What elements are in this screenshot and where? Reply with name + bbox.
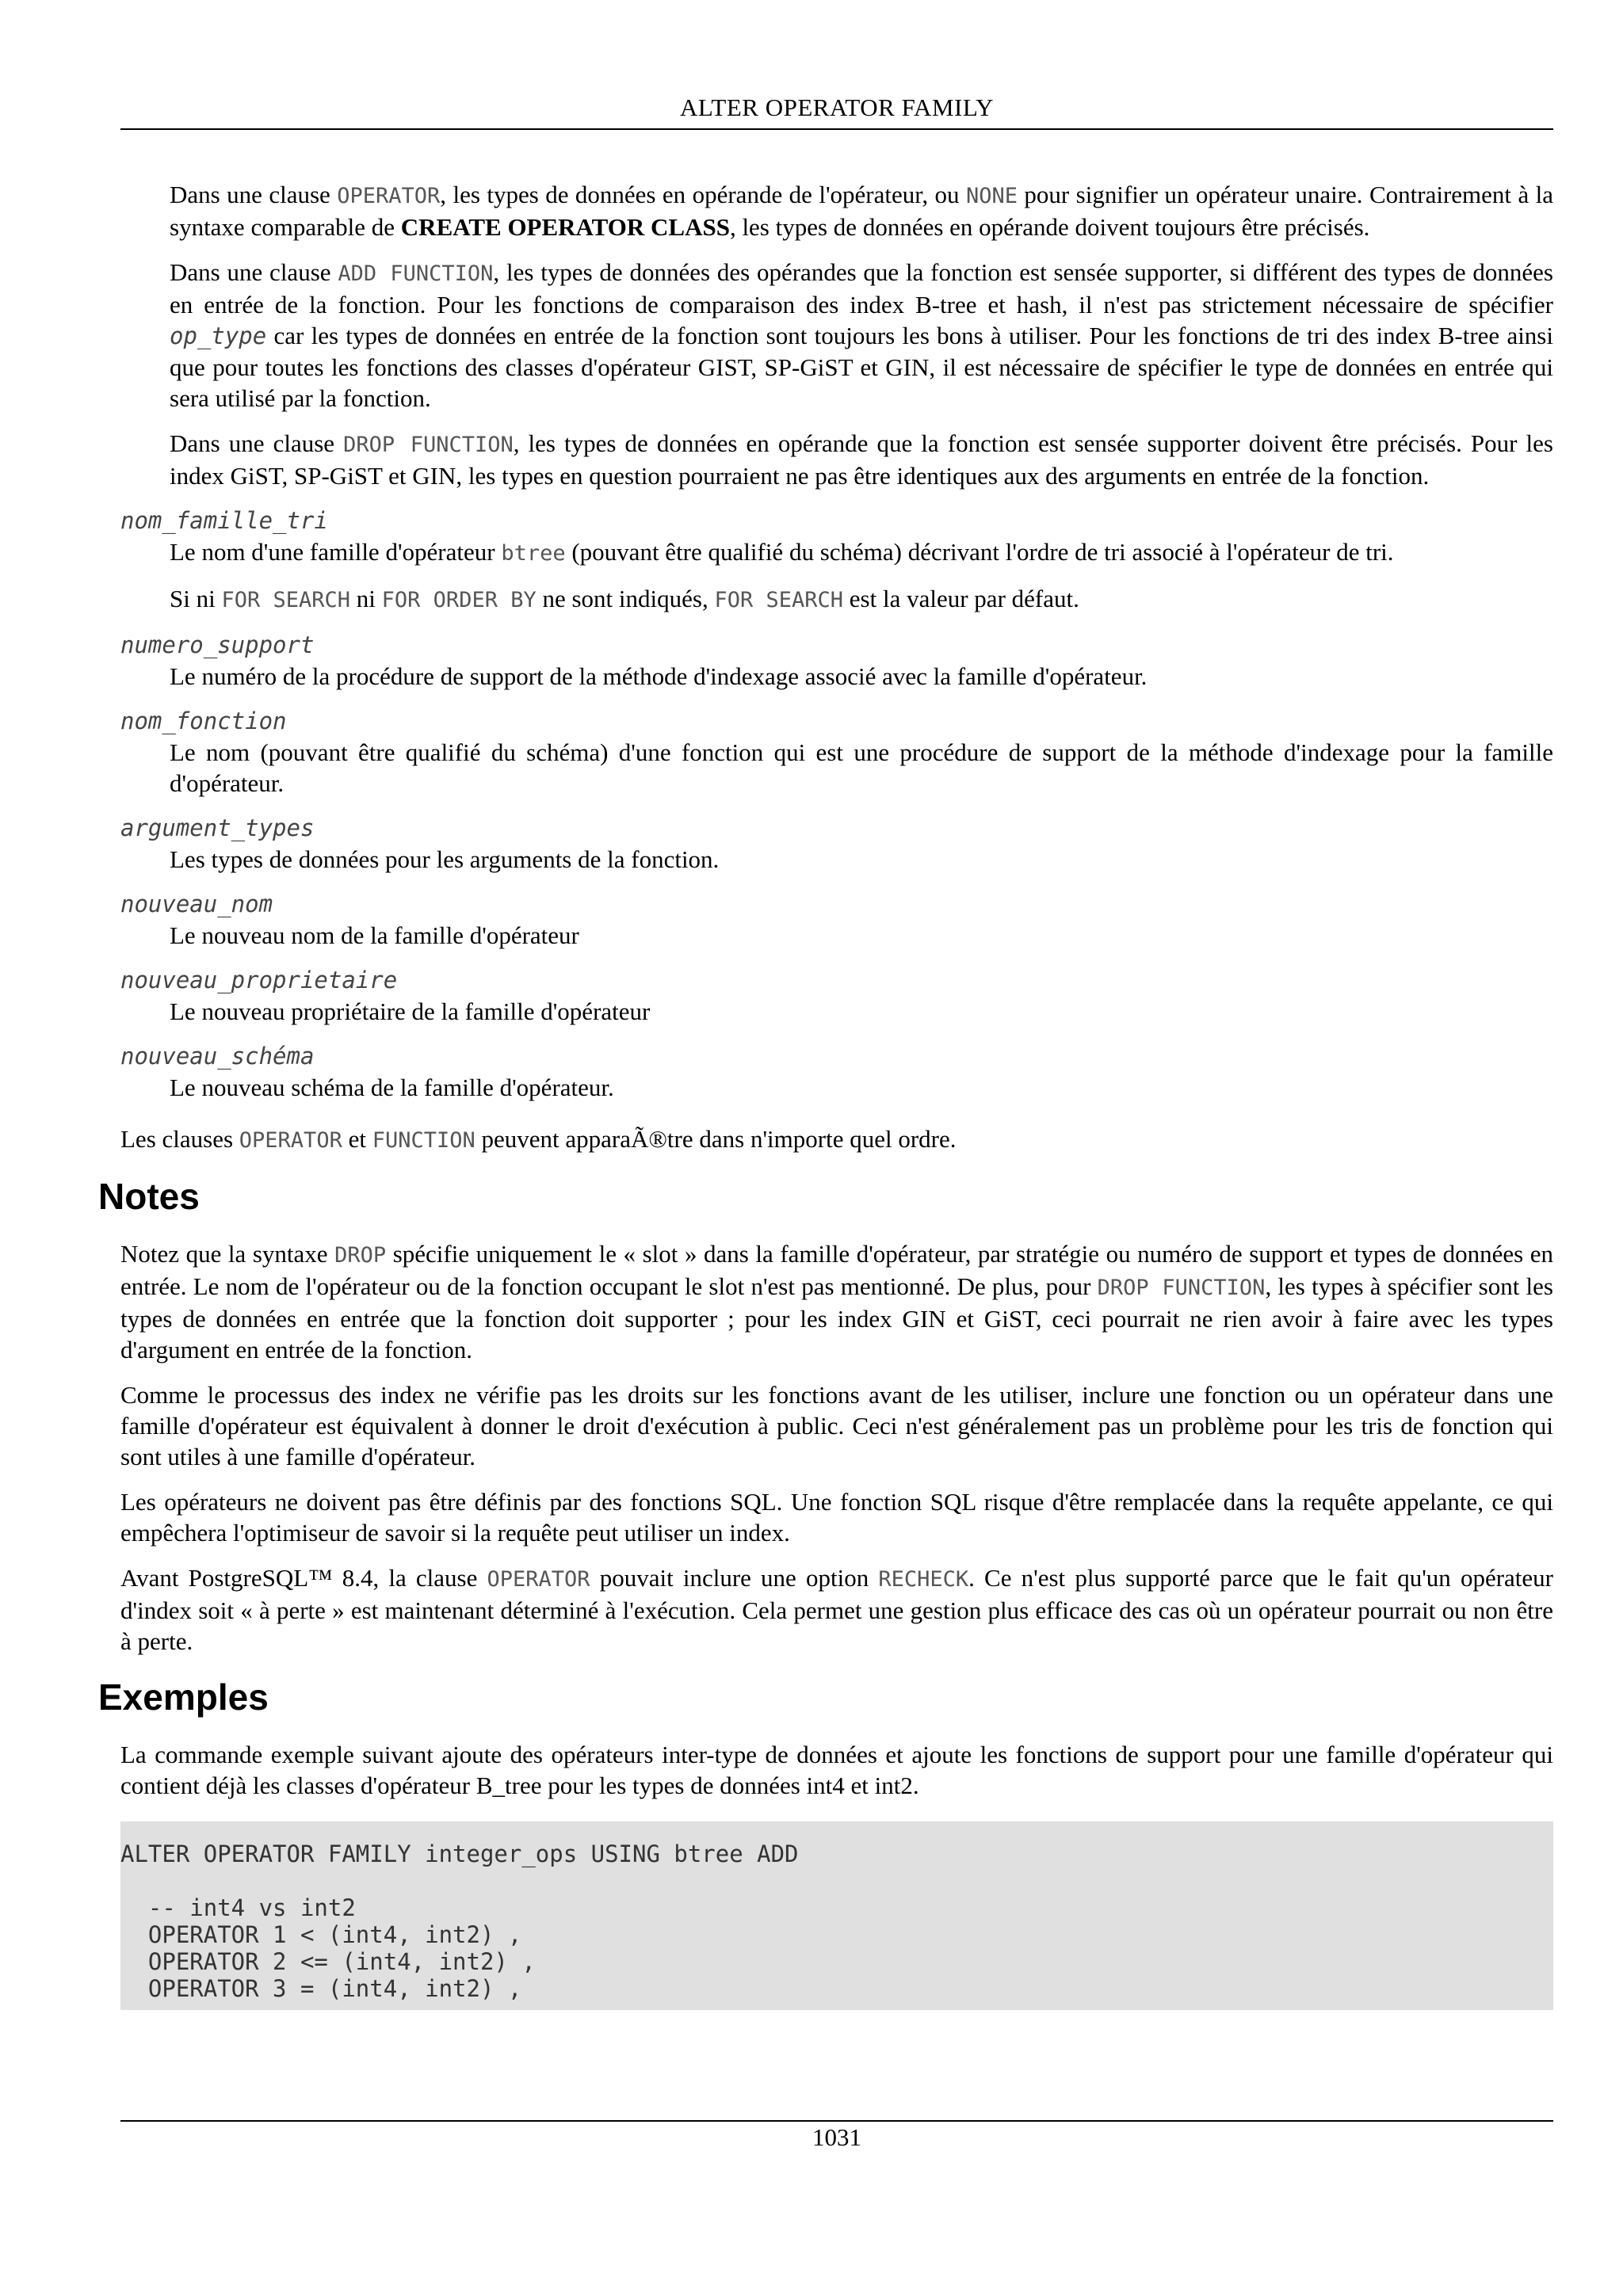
term-nouveau-nom: nouveau_nom xyxy=(120,891,273,917)
code-line xyxy=(120,1867,1553,1894)
term-argument-types: argument_types xyxy=(120,814,315,841)
notes-paragraph-recheck: Avant PostgreSQL™ 8.4, la clause OPERATOR pouvait inclure une option RECHECK. Ce n'est plus supporté parce que le fait qu'un opérateur d'index soit « à perte » est maintenant déterminé à l'exécution. Cela permet une gestion plus efficace des cas où un opérateur pourrait ou non être à perte. xyxy=(120,1564,1553,1655)
def-nouveau-nom: Le nouveau nom de la famille d'opérateur xyxy=(170,921,579,949)
code-line: OPERATOR 1 < (int4, int2) , xyxy=(120,1921,522,1948)
code-line: -- int4 vs int2 xyxy=(120,1894,356,1921)
code-line: OPERATOR 3 = (int4, int2) , xyxy=(120,1975,522,2002)
clause-order-paragraph: Les clauses OPERATOR et FUNCTION peuvent apparaÃ®tre dans n'importe quel ordre. xyxy=(120,1125,957,1153)
term-nom-famille-tri: nom_famille_tri xyxy=(120,507,328,534)
def-nom-famille-tri: Le nom d'une famille d'opérateur btree (pouvant être qualifié du schéma) décrivant l'ordre de tri associé à l'opérateur de tri. xyxy=(170,538,1394,566)
term-numero-support: numero_support xyxy=(120,631,315,658)
notes-heading: Notes xyxy=(98,1176,200,1217)
header-rule xyxy=(120,128,1553,130)
def-nom-famille-tri-default: Si ni FOR SEARCH ni FOR ORDER BY ne sont indiqués, FOR SEARCH est la valeur par défaut. xyxy=(170,585,1079,612)
notes-paragraph-sql-functions: Les opérateurs ne doivent pas être définis par des fonctions SQL. Une fonction SQL risque d'être remplacée dans la requête appelante, ce qui empêchera l'optimiseur de savoir si la requête peut utiliser un index. xyxy=(120,1488,1553,1547)
code-line: OPERATOR 2 <= (int4, int2) , xyxy=(120,1948,536,1975)
add-function-paragraph: Dans une clause ADD FUNCTION, les types de données des opérandes que la fonction est sensée supporter, si différent des types de données en entrée de la fonction. Pour les fonctions de comparaison des index B-tree et hash, il n'est pas strictement nécessaire de spécifier op_type car les types de données en entrée de la fonction sont toujours les bons à utiliser. Pour les fonctions de tri des index B-tree ainsi que pour toutes les fonctions des classes d'opérateur GIST, SP-GiST et GIN, il est nécessaire de spécifier le type de données en entrée qui sera utilisé par la fonction. xyxy=(170,258,1553,412)
drop-function-paragraph: Dans une clause DROP FUNCTION, les types de données en opérande que la fonction est sensée supporter doivent être précisés. Pour les index GiST, SP-GiST et GIN, les types en question pourraient ne pas être identiques aux des arguments en entrée de la fonction. xyxy=(170,429,1553,490)
examples-heading: Exemples xyxy=(98,1676,269,1718)
def-nom-fonction: Le nom (pouvant être qualifié du schéma) d'une fonction qui est une procédure de support de la méthode d'indexage pour la famille d'opérateur. xyxy=(170,738,1553,797)
page-content xyxy=(98,179,1554,2010)
def-nouveau-schema: Le nouveau schéma de la famille d'opérateur. xyxy=(170,1074,614,1101)
term-nouveau-schema: nouveau_schéma xyxy=(120,1043,315,1070)
def-argument-types: Les types de données pour les arguments de la fonction. xyxy=(170,845,720,873)
footer-rule xyxy=(120,2120,1553,2122)
code-line: ALTER OPERATOR FAMILY integer_ops USING btree ADD xyxy=(120,1840,799,1867)
term-nouveau-proprietaire: nouveau_proprietaire xyxy=(120,967,398,994)
notes-paragraph-drop: Notez que la syntaxe DROP spécifie uniquement le « slot » dans la famille d'opérateur, par stratégie ou numéro de support et types de données en entrée. Le nom de l'opérateur ou de la fonction occupant le slot n'est pas mentionné. De plus, pour DROP FUNCTION, les types à spécifier sont les types de données en entrée que la fonction doit supporter ; pour les index GIN et GiST, ceci pourrait ne rien avoir à faire avec les types d'argument en entrée de la fonction. xyxy=(120,1240,1553,1363)
code-example xyxy=(120,1821,1553,2010)
running-header: ALTER OPERATOR FAMILY xyxy=(679,93,995,121)
def-numero-support: Le numéro de la procédure de support de la méthode d'indexage associé avec la famille d'opérateur. xyxy=(170,662,1148,690)
def-nouveau-proprietaire: Le nouveau propriétaire de la famille d'opérateur xyxy=(170,997,651,1025)
term-nom-fonction: nom_fonction xyxy=(120,707,287,734)
page-number: 1031 xyxy=(812,2123,861,2151)
examples-paragraph: La commande exemple suivant ajoute des opérateurs inter-type de données et ajoute les fonctions de support pour une famille d'opérateur qui contient déjà les classes d'opérateur B_tree pour les types de données int4 et int2. xyxy=(120,1741,1553,1799)
notes-paragraph-permissions: Comme le processus des index ne vérifie pas les droits sur les fonctions avant de les utiliser, inclure une fonction ou un opérateur dans une famille d'opérateur est équivalent à donner le droit d'exécution à public. Ceci n'est généralement pas un problème pour les tris de fonction qui sont utiles à une famille d'opérateur. xyxy=(120,1381,1553,1470)
operator-clause-paragraph: Dans une clause OPERATOR, les types de données en opérande de l'opérateur, ou NONE pour signifier un opérateur unaire. Contrairement à la syntaxe comparable de CREATE OPERATOR CLASS, les types de données en opérande doivent toujours être précisés. xyxy=(170,181,1554,241)
